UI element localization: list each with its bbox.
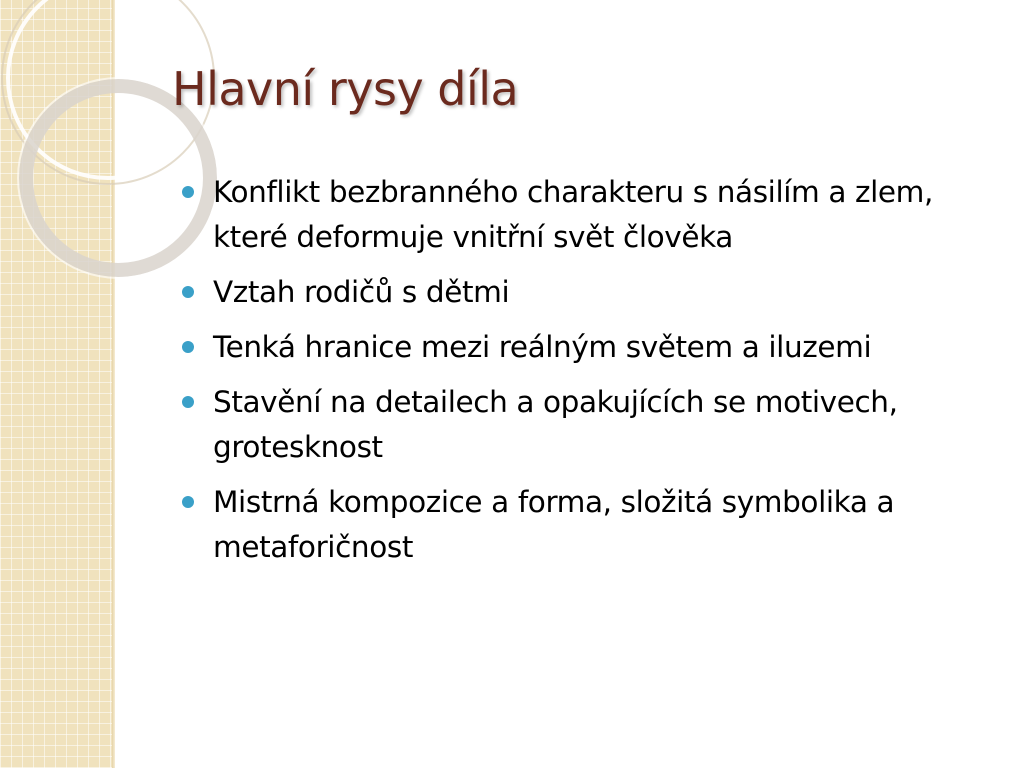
- list-item: [176, 170, 1006, 260]
- bullet-dot-icon: [182, 496, 194, 508]
- list-item-text: Konflikt bezbranného charakteru s násilím a zlem, které deformuje vnitřní svět člověka: [213, 175, 933, 254]
- bullet-dot-icon: [182, 286, 194, 298]
- list-item-text: Tenká hranice mezi reálným světem a iluzemi: [213, 330, 872, 364]
- list-item: [176, 380, 1006, 470]
- bullet-dot-icon: [182, 341, 194, 353]
- slide-title: Hlavní rysy díla: [172, 62, 519, 116]
- bullet-dot-icon: [182, 186, 194, 198]
- list-item-text: Stavění na detailech a opakujících se motivech, grotesknost: [213, 385, 898, 464]
- list-item: [176, 270, 1006, 315]
- list-item-text: Mistrná kompozice a forma, složitá symbolika a metaforičnost: [213, 485, 895, 564]
- bullet-list: [176, 170, 1006, 580]
- list-item: [176, 325, 1006, 370]
- bullet-dot-icon: [182, 396, 194, 408]
- list-item-text: Vztah rodičů s dětmi: [213, 275, 510, 309]
- list-item: [176, 480, 1006, 570]
